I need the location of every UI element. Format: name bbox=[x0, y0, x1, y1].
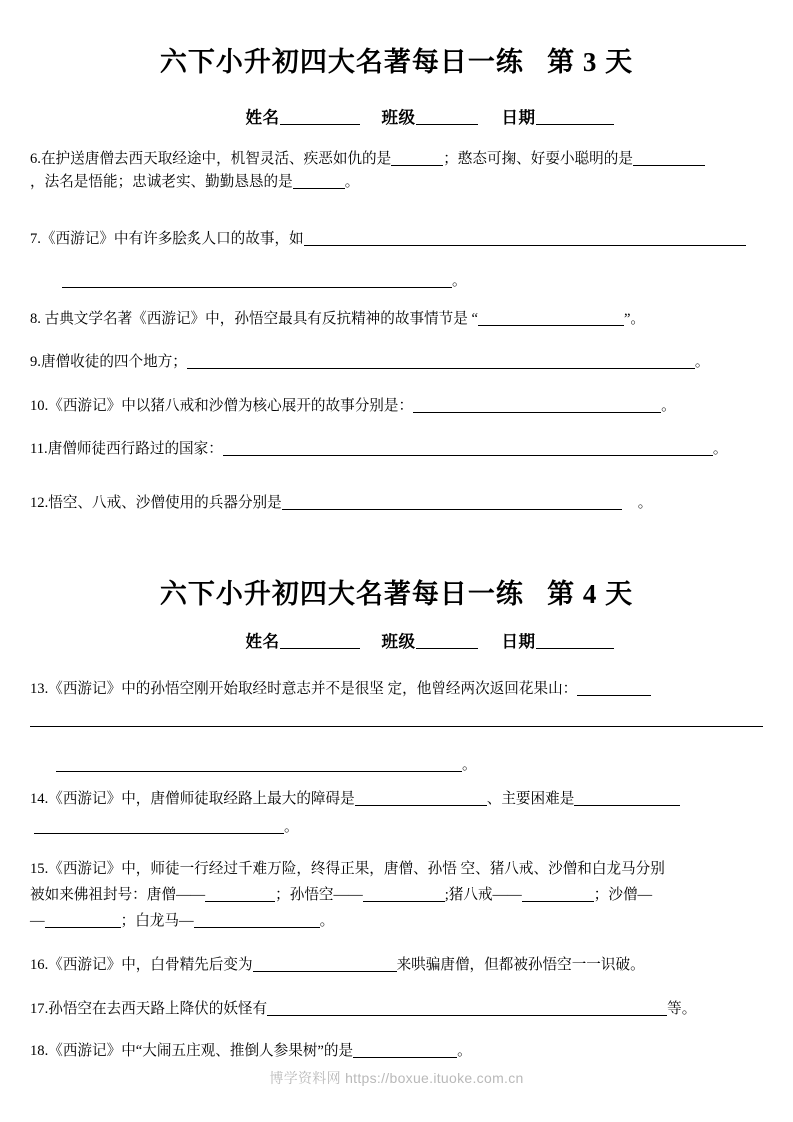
q6-text-c: ，法名是悟能；忠诚老实、勤勤恳恳的是 bbox=[30, 173, 293, 190]
q7-end: 。 bbox=[452, 273, 467, 289]
q6-text-d: 。 bbox=[344, 173, 360, 190]
section-2-title: 六下小升初四大名著每日一练 第 4 天 bbox=[159, 579, 634, 609]
q9-blank-1[interactable] bbox=[187, 353, 695, 369]
q15-text-f: — bbox=[30, 913, 45, 929]
q14-text-a: 14.《西游记》中，唐僧师徒取经路上最大的障碍是 bbox=[30, 791, 355, 807]
q15-blank-tangseng[interactable] bbox=[205, 886, 275, 902]
q14-text-b: 、主要困难是 bbox=[486, 791, 575, 807]
footer-watermark: 博学资料网 https://boxue.ituoke.com.cn bbox=[269, 1070, 524, 1086]
question-11 bbox=[30, 438, 763, 461]
q6-blank-3[interactable] bbox=[293, 172, 345, 188]
q16-text-b: 来哄骗唐僧，但都被孙悟空一一识破。 bbox=[396, 957, 645, 973]
q15-blank-bailongma[interactable] bbox=[194, 912, 320, 928]
section-1-title-wrap bbox=[30, 46, 763, 78]
class-blank-2[interactable] bbox=[416, 648, 478, 649]
name-blank-2[interactable] bbox=[280, 648, 360, 649]
q15-text-c: ；孙悟空—— bbox=[275, 887, 363, 903]
q7-text-a: 7.《西游记》中有许多脍炙人口的故事，如 bbox=[30, 231, 304, 247]
question-18 bbox=[30, 1040, 763, 1063]
q15-end: 。 bbox=[319, 913, 335, 929]
q6-blank-1[interactable] bbox=[391, 150, 443, 166]
question-13 bbox=[30, 678, 763, 701]
q17-text-b: 等。 bbox=[667, 1001, 697, 1017]
q12-end: 。 bbox=[637, 495, 653, 511]
question-6 bbox=[30, 148, 763, 193]
q7-blank-1[interactable] bbox=[304, 230, 746, 246]
question-15-line-3 bbox=[30, 910, 763, 933]
question-13-line-3 bbox=[30, 754, 763, 777]
q8-text-a: 8. 古典文学名著《西游记》中，孙悟空最具有反抗精神的故事情节是 “ bbox=[30, 311, 478, 327]
name-blank[interactable] bbox=[280, 124, 360, 125]
question-15 bbox=[30, 858, 763, 881]
q12-text-a: 12.悟空、八戒、沙僧使用的兵器分别是 bbox=[30, 495, 282, 511]
date-label: 日期 bbox=[501, 108, 536, 127]
question-12 bbox=[30, 492, 763, 515]
question-14 bbox=[30, 788, 763, 811]
q14-blank-1[interactable] bbox=[355, 790, 487, 806]
q13-text-a: 13.《西游记》中的孙悟空刚开始取经时意志并不是很坚 定，他曾经两次返回花果山： bbox=[30, 681, 578, 697]
q6-blank-2[interactable] bbox=[633, 150, 705, 166]
q14-end: 。 bbox=[284, 819, 299, 835]
question-14-line-2 bbox=[30, 816, 763, 839]
q15-text-b: 被如来佛祖封号：唐僧—— bbox=[30, 887, 206, 903]
q10-end: 。 bbox=[661, 398, 676, 414]
question-7-continuation bbox=[62, 270, 763, 293]
q13-end: 。 bbox=[462, 757, 477, 773]
question-13-line-2 bbox=[30, 726, 763, 727]
q9-text-a: 9.唐僧收徒的四个地方； bbox=[30, 354, 187, 370]
question-10 bbox=[30, 395, 763, 418]
question-15-line-2 bbox=[30, 884, 763, 907]
q9-end: 。 bbox=[694, 354, 710, 370]
q14-blank-2[interactable] bbox=[574, 790, 680, 806]
date-blank[interactable] bbox=[536, 124, 614, 125]
q15-text-g: ；白龙马— bbox=[120, 913, 194, 929]
class-label-2: 班级 bbox=[381, 632, 416, 651]
q8-text-b: ”。 bbox=[623, 311, 646, 327]
q10-blank-1[interactable] bbox=[413, 397, 661, 413]
q15-text-e: ；沙僧— bbox=[593, 887, 653, 903]
class-blank[interactable] bbox=[416, 124, 478, 125]
question-16 bbox=[30, 954, 763, 977]
q17-blank-1[interactable] bbox=[267, 1000, 667, 1016]
q11-text-a: 11.唐僧师徒西行路过的国家： bbox=[30, 441, 223, 457]
question-17 bbox=[30, 998, 763, 1021]
date-blank-2[interactable] bbox=[536, 648, 614, 649]
name-label-2: 姓名 bbox=[245, 632, 280, 651]
section-2-title-wrap bbox=[30, 578, 763, 610]
q6-text-b: ；憨态可掬、好耍小聪明的是 bbox=[443, 151, 633, 167]
question-9 bbox=[30, 351, 763, 374]
q16-blank-1[interactable] bbox=[253, 956, 397, 972]
q17-text-a: 17.孙悟空在去西天路上降伏的妖怪有 bbox=[30, 1001, 268, 1017]
q13-blank-2[interactable] bbox=[30, 726, 763, 727]
q15-text-a: 15.《西游记》中，师徒一行经过千难万险，终得正果，唐僧、孙悟 空、猪八戒、沙僧和白龙马分别 bbox=[30, 861, 665, 877]
q12-blank-1[interactable] bbox=[282, 494, 622, 510]
q15-text-d: ;猪八戒—— bbox=[444, 887, 522, 903]
section-1-subtitle bbox=[30, 104, 763, 128]
question-8 bbox=[30, 308, 763, 331]
q13-blank-1[interactable] bbox=[577, 680, 651, 696]
section-2-subtitle bbox=[30, 628, 763, 652]
q11-blank-1[interactable] bbox=[223, 440, 713, 456]
section-1-title: 六下小升初四大名著每日一练 第 3 天 bbox=[159, 47, 634, 77]
q14-blank-3[interactable] bbox=[34, 818, 284, 834]
q13-blank-3[interactable] bbox=[56, 756, 462, 772]
q15-blank-bajie[interactable] bbox=[522, 886, 594, 902]
q6-text-a: 6.在护送唐僧去西天取经途中，机智灵活、疾恶如仇的是 bbox=[30, 151, 392, 167]
date-label-2: 日期 bbox=[501, 632, 536, 651]
q8-blank-1[interactable] bbox=[478, 310, 624, 326]
q18-blank-1[interactable] bbox=[353, 1042, 457, 1058]
q11-end: 。 bbox=[712, 441, 728, 457]
q7-blank-2[interactable] bbox=[62, 272, 452, 288]
question-7 bbox=[30, 228, 763, 251]
q15-blank-shaseng[interactable] bbox=[45, 912, 121, 928]
q18-text-a: 18.《西游记》中“大闹五庄观、推倒人参果树”的是 bbox=[30, 1043, 354, 1059]
q16-text-a: 16.《西游记》中，白骨精先后变为 bbox=[30, 957, 253, 973]
class-label: 班级 bbox=[381, 108, 416, 127]
q18-end: 。 bbox=[457, 1043, 472, 1059]
q10-text-a: 10.《西游记》中以猪八戒和沙僧为核心展开的故事分别是： bbox=[30, 398, 414, 414]
q15-blank-wukong[interactable] bbox=[363, 886, 445, 902]
name-label: 姓名 bbox=[245, 108, 280, 127]
